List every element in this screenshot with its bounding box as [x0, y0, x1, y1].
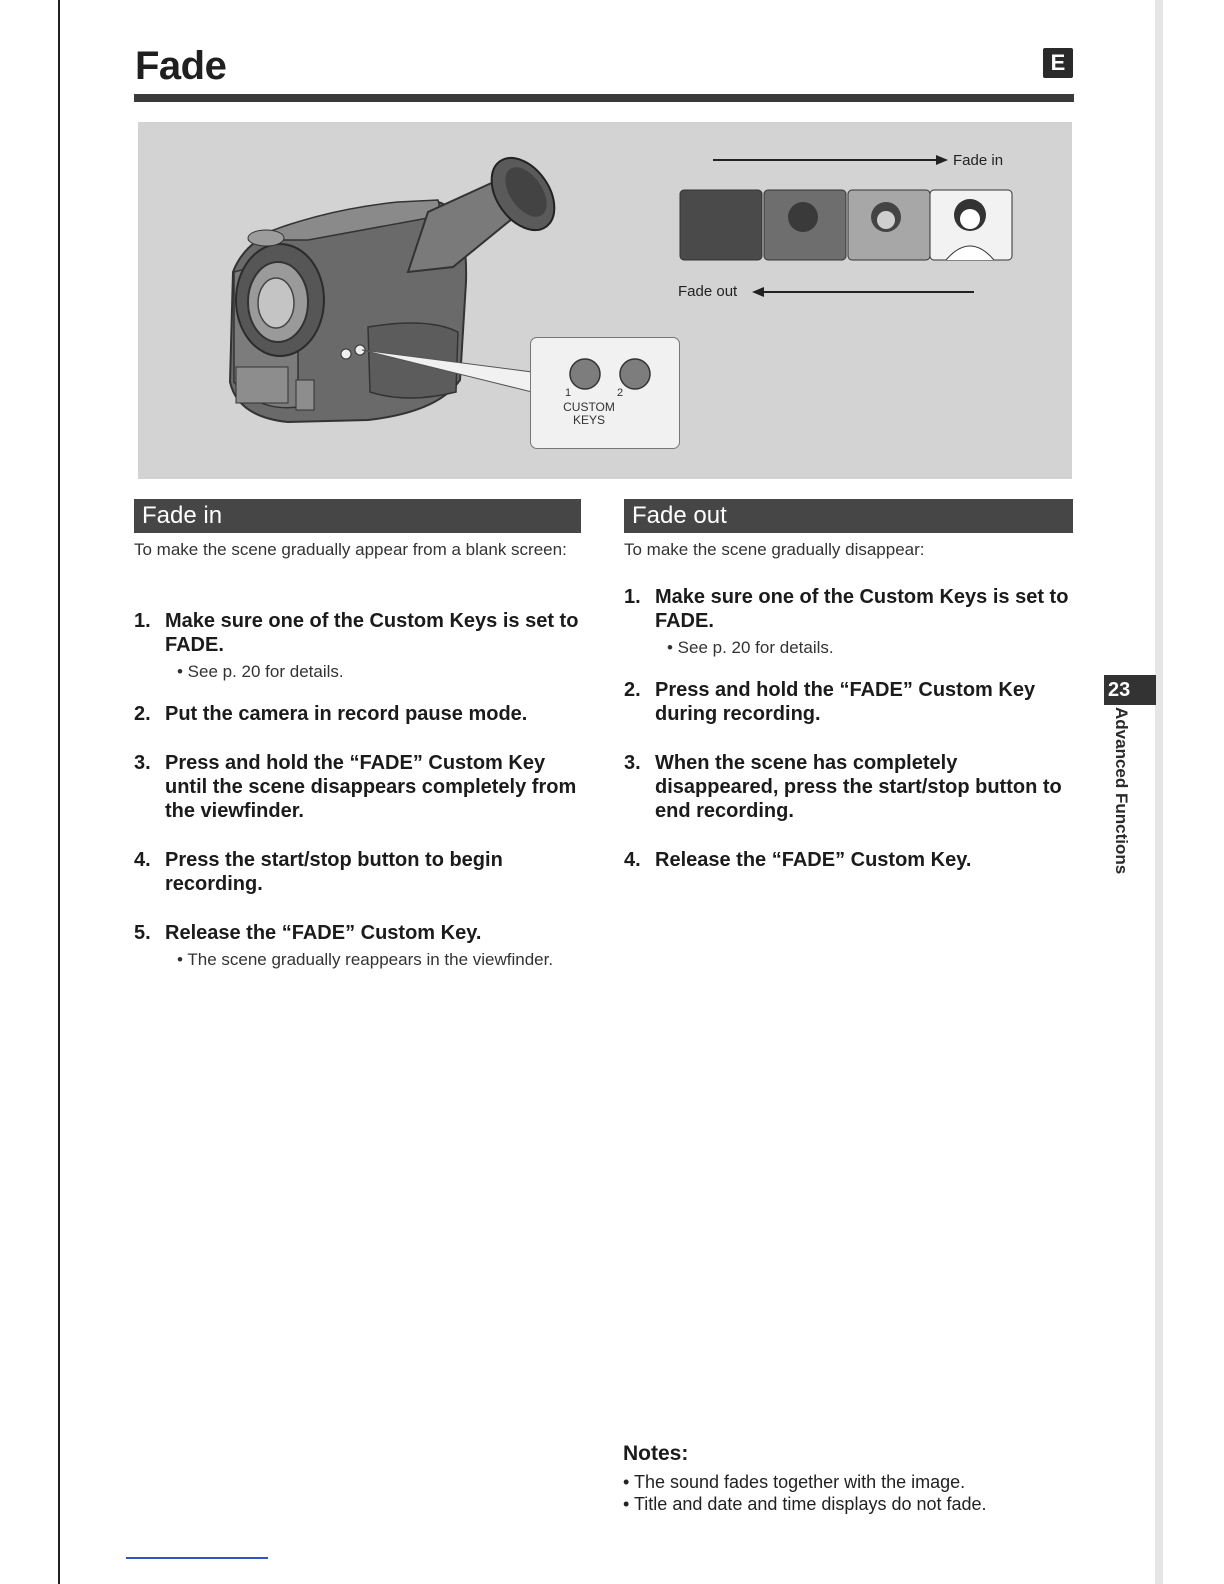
step-note: • See p. 20 for details. [177, 662, 344, 681]
fade-out-intro: To make the scene gradually disappear: [624, 540, 925, 559]
step-number: 1. [624, 586, 641, 608]
fade-out-steps [624, 585, 1076, 872]
step-text: Press the start/stop button to begin recording. [165, 849, 503, 895]
custom-keys-label-line1: CUSTOM [563, 400, 615, 414]
fade-in-arrow-label: Fade in [953, 152, 1004, 169]
list-item [134, 848, 584, 896]
fade-out-arrow-label: Fade out [678, 283, 738, 300]
list-item: • The sound fades together with the image. [623, 1472, 966, 1492]
step-note: • See p. 20 for details. [667, 638, 834, 657]
step-number: 4. [624, 849, 641, 871]
list-item [624, 585, 1076, 658]
step-note: • The scene gradually reappears in the viewfinder. [177, 950, 554, 969]
custom-keys-label-line2: KEYS [572, 413, 605, 427]
page-left-border [58, 0, 60, 1584]
step-text: Press and hold the “FADE” Custom Key until the scene disappears completely from the viewfinder. [165, 752, 577, 822]
camcorder-illustration [138, 122, 1072, 479]
list-item [624, 678, 1076, 726]
notes-block [623, 1441, 1073, 1515]
language-badge: E [1043, 48, 1073, 78]
custom-key-2-label: 2 [617, 387, 624, 399]
list-item [134, 751, 584, 823]
custom-key-1-label: 1 [565, 387, 572, 399]
step-text: Release the “FADE” Custom Key. [655, 849, 972, 871]
list-item [624, 848, 1076, 872]
fade-in-heading: Fade in [134, 499, 581, 533]
step-text: Make sure one of the Custom Keys is set to FADE. [165, 610, 579, 656]
custom-keys-callout [530, 337, 680, 449]
step-text: Press and hold the “FADE” Custom Key during recording. [655, 679, 1036, 725]
list-item [134, 921, 584, 970]
page-right-shadow [1155, 0, 1163, 1584]
section-side-label: Advanced Functions [1112, 707, 1131, 875]
step-text: Release the “FADE” Custom Key. [165, 922, 482, 944]
step-number: 3. [624, 752, 641, 774]
page-number-tab: 23 [1104, 675, 1156, 705]
list-item [134, 609, 584, 682]
fade-in-steps [134, 609, 584, 970]
step-number: 2. [134, 703, 151, 725]
list-item: • Title and date and time displays do not fade. [623, 1494, 987, 1514]
list-item [134, 702, 584, 726]
list-item [624, 751, 1076, 823]
fade-in-intro: To make the scene gradually appear from a blank screen: [134, 540, 567, 559]
step-number: 5. [134, 922, 151, 944]
step-number: 1. [134, 610, 151, 632]
custom-keys-label [531, 401, 647, 427]
custom-key-buttons-icon [531, 338, 679, 398]
step-number: 3. [134, 752, 151, 774]
bottom-marker-line [126, 1557, 268, 1559]
step-text: When the scene has completely disappeared, press the start/stop button to end recording. [655, 752, 1062, 822]
step-text: Put the camera in record pause mode. [165, 703, 528, 725]
step-number: 4. [134, 849, 151, 871]
page-title: Fade [135, 44, 227, 88]
notes-list [623, 1471, 1073, 1515]
fade-out-heading: Fade out [624, 499, 1073, 533]
notes-title: Notes: [623, 1442, 689, 1465]
step-text: Make sure one of the Custom Keys is set to FADE. [655, 586, 1069, 632]
title-rule [134, 94, 1074, 102]
step-number: 2. [624, 679, 641, 701]
